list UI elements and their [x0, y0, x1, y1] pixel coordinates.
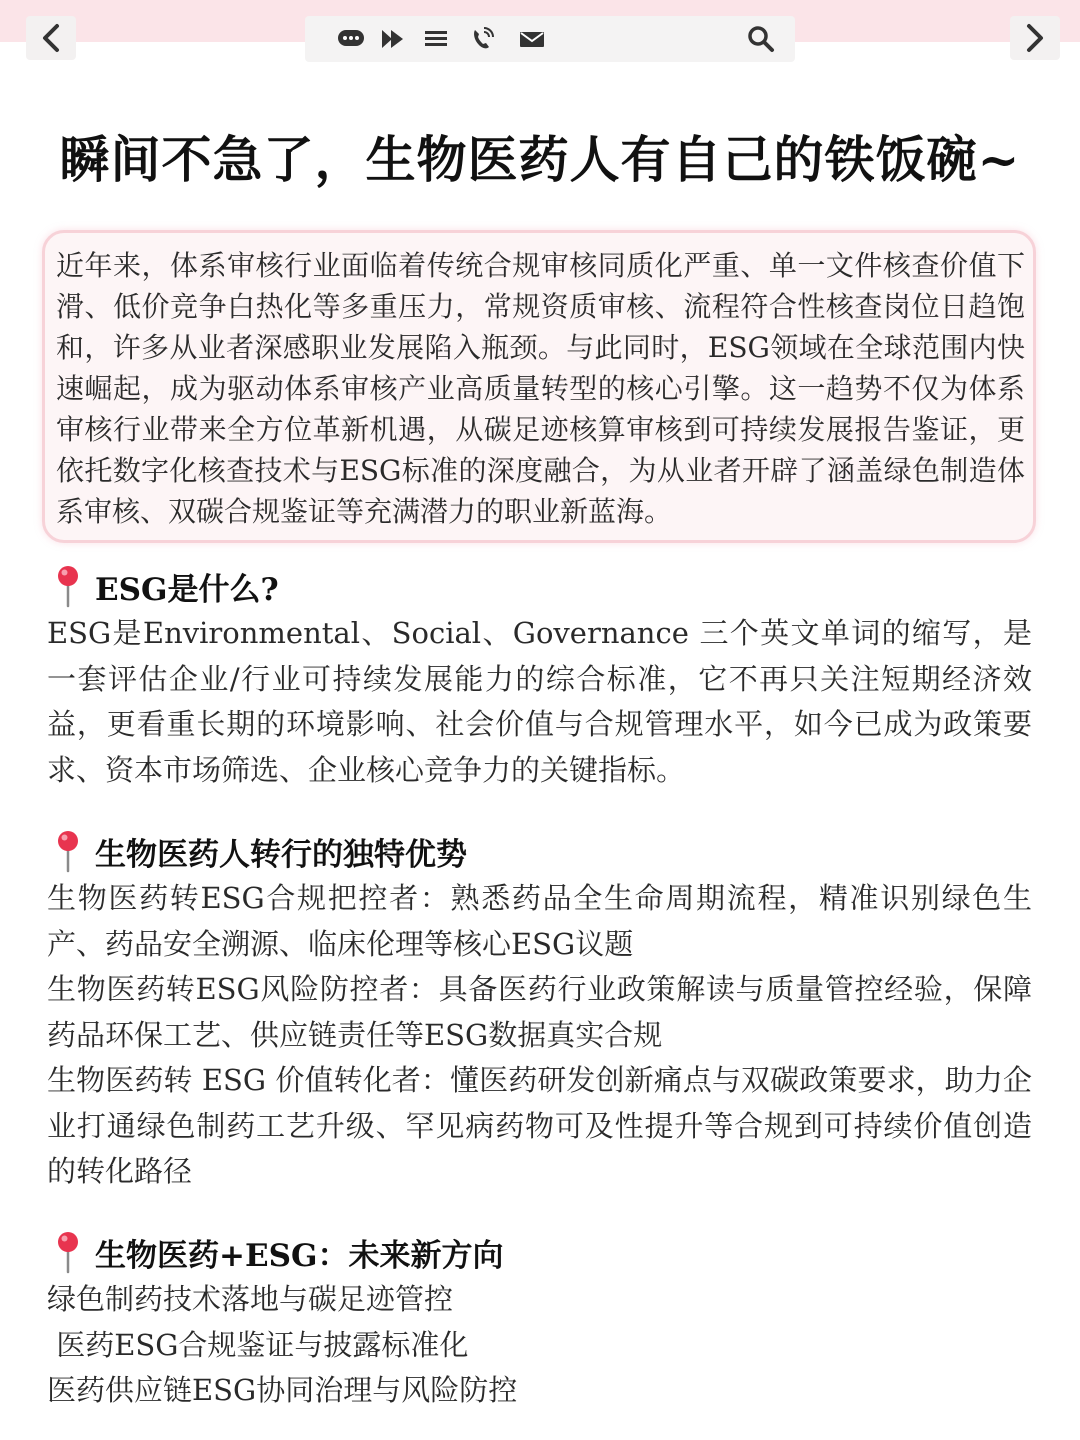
- search-icon[interactable]: [747, 26, 775, 52]
- section-heading-text: 生物医药+ESG：未来新方向: [95, 1237, 504, 1274]
- intro-paragraph: 近年来，体系审核行业面临着传统合规审核同质化严重、单一文件核查价值下滑、低价竞争白热化等多重压力，常规资质审核、流程符合性核查岗位日趋饱和，许多从业者深感职业发展陷入瓶颈。与此同时，ESG领域在全球范围内快速崛起，成为驱动体系审核产业高质量转型的核心引擎。这一趋势不仅为体系审核行业带来全方位革新机遇，从碳足迹核算审核到可持续发展报告鉴证，更依托数字化核查技术与ESG标准的深度融合，为从业者开辟了涵盖绿色制造体系审核、双碳合规鉴证等充满潜力的职业新蓝海。: [56, 249, 1025, 528]
- next-page-button[interactable]: [1010, 16, 1060, 60]
- pin-icon: [53, 1230, 83, 1274]
- list-item: 绿色制药技术落地与碳足迹管控: [47, 1282, 454, 1316]
- chat-bubble-icon[interactable]: [337, 26, 365, 52]
- section-future-direction: [47, 1227, 1032, 1414]
- list-icon[interactable]: [422, 26, 450, 52]
- toolbar: [305, 16, 795, 62]
- page-title: 瞬间不急了，生物医药人有自己的铁饭碗~: [59, 130, 1021, 189]
- phone-icon[interactable]: [468, 26, 496, 52]
- section-heading: [47, 1227, 1032, 1277]
- section-heading-text: 生物医药人转行的独特优势: [95, 836, 467, 873]
- list-item: 生物医药转ESG合规把控者：熟悉药品全生命周期流程，精准识别绿色生产、药品安全溯源、临床伦理等核心ESG议题: [47, 881, 1032, 961]
- section-heading: [47, 561, 1032, 611]
- list-item: 生物医药转 ESG 价值转化者：懂医药研发创新痛点与双碳政策要求，助力企业打通绿色制药工艺升级、罕见病药物可及性提升等合规到可持续价值创造的转化路径: [47, 1063, 1032, 1188]
- section-heading-text: ESG是什么?: [95, 571, 279, 608]
- section-heading: [47, 826, 1032, 876]
- pin-icon: [53, 829, 83, 873]
- chevron-left-icon: [40, 23, 62, 53]
- chevron-right-icon: [1024, 23, 1046, 53]
- list-item: 生物医药转ESG风险防控者：具备医药行业政策解读与质量管控经验，保障药品环保工艺、供应链责任等ESG数据真实合规: [47, 972, 1032, 1052]
- fast-forward-icon[interactable]: [379, 26, 407, 52]
- section-what-is-esg: [47, 561, 1032, 793]
- section-advantages: [47, 826, 1032, 1195]
- list-item: 医药供应链ESG协同治理与风险防控: [47, 1373, 518, 1407]
- intro-box: [42, 230, 1036, 543]
- list-item: 医药ESG合规鉴证与披露标准化: [47, 1327, 469, 1362]
- pin-icon: [53, 564, 83, 608]
- section-body: ESG是Environmental、Social、Governance 三个英文单词的缩写，是一套评估企业/行业可持续发展能力的综合标准，它不再只关注短期经济效益，更看重长期的环境影响、社会价值与合规管理水平，如今已成为政策要求、资本市场筛选、企业核心竞争力的关键指标。: [47, 616, 1032, 787]
- prev-page-button[interactable]: [26, 16, 76, 60]
- mail-icon[interactable]: [518, 26, 546, 52]
